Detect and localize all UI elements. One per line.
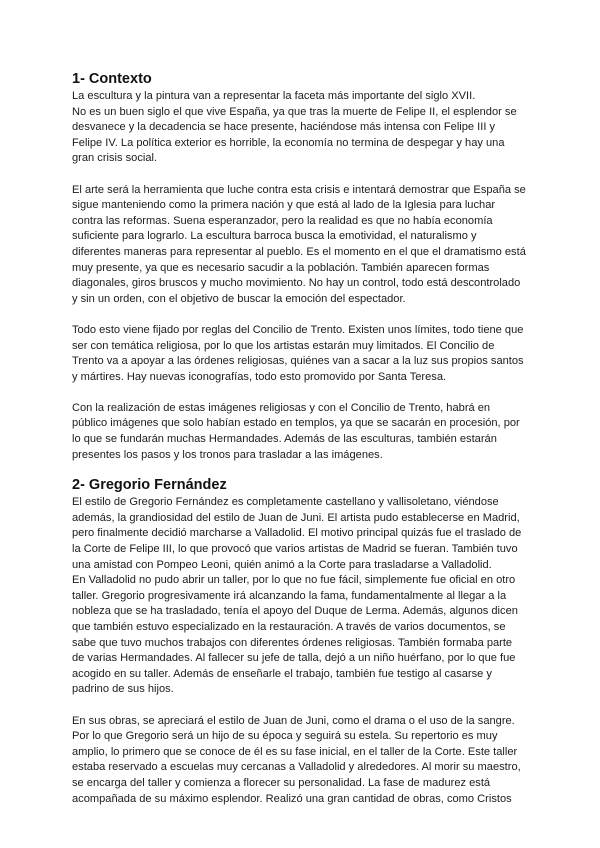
text-line: Todo esto viene fijado por reglas del Concilio de Trento. Existen unos límites, todo tiene que	[72, 323, 524, 336]
paragraph	[72, 323, 530, 385]
text-line: de varias Hermandades. Al fallecer su jefe de talla, dejó a un niño huérfano, por lo que fue	[72, 652, 516, 665]
text-line: ser con temática religiosa, por lo que los artistas estarán muy limitados. El Concilio de	[72, 339, 495, 352]
text-line: La escultura y la pintura van a representar la faceta más importante del siglo XVII.	[72, 90, 476, 102]
text-line: taller. Gregorio progresivamente irá alcanzando la fama, fundamentalmente al llegar a la	[72, 589, 507, 602]
text-line: y sin un orden, con el objetivo de buscar la emoción del espectador.	[72, 292, 406, 305]
text-line: presentes los pasos y los tronos para trasladar a las imágenes.	[72, 448, 383, 461]
text-line: padrino de sus hijos.	[72, 683, 174, 696]
paragraph	[72, 183, 530, 308]
text-line: además, la grandiosidad del estilo de Juan de Juni. El artista pudo establecerse en Madrid,	[72, 511, 520, 524]
text-line: pero finalmente decidió marcharse a Valladolid. El motivo principal quizás fue el traslado de	[72, 527, 522, 540]
text-line: amplio, lo primero que se conoce de él es su fase inicial, en el taller de la Corte. Este taller	[72, 745, 518, 758]
text-line: sabe que tuvo muchos trabajos con diferentes órdenes religiosas. También formaba parte	[72, 636, 513, 649]
text-line: El estilo de Gregorio Fernández es completamente castellano y vallisoletano, viéndose	[72, 496, 499, 509]
text-line: se encarga del taller y comienza a florecer su personalidad. La fase de madurez está	[72, 776, 491, 789]
section-heading-gregorio-fernandez: 2- Gregorio Fernández	[72, 477, 227, 494]
text-line: nobleza que se ha trasladado, tenía el apoyo del Duque de Lerma. Además, algunos dicen	[72, 605, 518, 618]
text-line: contra las reformas. Suena esperanzador, pero la realidad es que no había economía	[72, 214, 493, 227]
text-line: suficiente para lograrlo. La escultura barroca busca la emotividad, el naturalismo y	[72, 230, 477, 243]
text-line: que también estuvo especializado en la restauración. A través de varios documentos, se	[72, 621, 506, 633]
text-line: muy presente, ya que es necesario sacudir a la población. También aparecen formas	[72, 261, 490, 274]
text-line: El arte será la herramienta que luche contra esta crisis e intentará demostrar que España se	[72, 183, 526, 196]
text-line: Por lo que Gregorio será un hijo de su época y seguirá su estela. Su repertorio es muy	[72, 730, 498, 743]
text-line: Felipe IV. La política exterior es horrible, la economía no termina de despegar y hay una	[72, 136, 505, 149]
paragraph	[72, 89, 530, 167]
text-line: y mártires. Hay nuevas iconografías, todo esto promovido por Santa Teresa.	[72, 370, 447, 383]
text-line: estaba reservado a escuelas muy cercanas a Valladolid y alrededores. Al morir su maestro,	[72, 761, 521, 774]
section-heading-contexto: 1- Contexto	[72, 71, 152, 87]
text-line: En Valladolid no pudo abrir un taller, por lo que no fue fácil, simplemente fue oficial en otro	[72, 574, 516, 587]
text-line: desvanece y la decadencia se hace presente, haciéndose más intensa con Felipe III y	[72, 121, 496, 134]
text-line: diferentes maneras para representar al pueblo. Es el momento en el que el dramatismo está	[72, 245, 526, 258]
text-line: una amistad con Pompeo Leoni, quién animó a la Corte para trasladarse a Valladolid.	[72, 558, 492, 571]
text-line: No es un buen siglo el que vive España, ya que tras la muerte de Felipe II, el esplendor se	[72, 105, 517, 118]
text-line: diagonales, giros bruscos y mucho movimiento. No hay un control, todo está descontrolado	[72, 277, 521, 290]
text-line: lo que se fundarán muchas Hermandades. Además de las esculturas, también estarán	[72, 433, 497, 446]
text-line: acogido en su taller. Además de enseñarle el trabajo, también fue testigo al casarse y	[72, 667, 492, 680]
text-line: la Corte de Felipe III, lo que provocó que varios artistas de Madrid se fueran. También tuvo	[72, 543, 518, 556]
text-line: Trento va a apoyar a las órdenes religiosas, quiénes van a sacar a la luz sus propios santos	[72, 355, 524, 368]
text-line: acompañada de su máximo esplendor. Realizó una gran cantidad de obras, como Cristos	[72, 792, 512, 805]
text-line: gran crisis social.	[72, 152, 158, 165]
text-line: En sus obras, se apreciará el estilo de Juan de Juni, como el drama o el uso de la sangre.	[72, 714, 515, 727]
text-line: público imágenes que solo habían estado en templos, ya que se sacarán en procesión, por	[72, 417, 520, 430]
paragraph	[72, 401, 530, 463]
text-line: sigue manteniendo como la primera nación y que está al lado de la Iglesia para luchar	[72, 199, 496, 212]
text-line: Con la realización de estas imágenes religiosas y con el Concilio de Trento, habrá en	[72, 401, 491, 414]
paragraph	[72, 714, 530, 808]
paragraph	[72, 495, 530, 698]
